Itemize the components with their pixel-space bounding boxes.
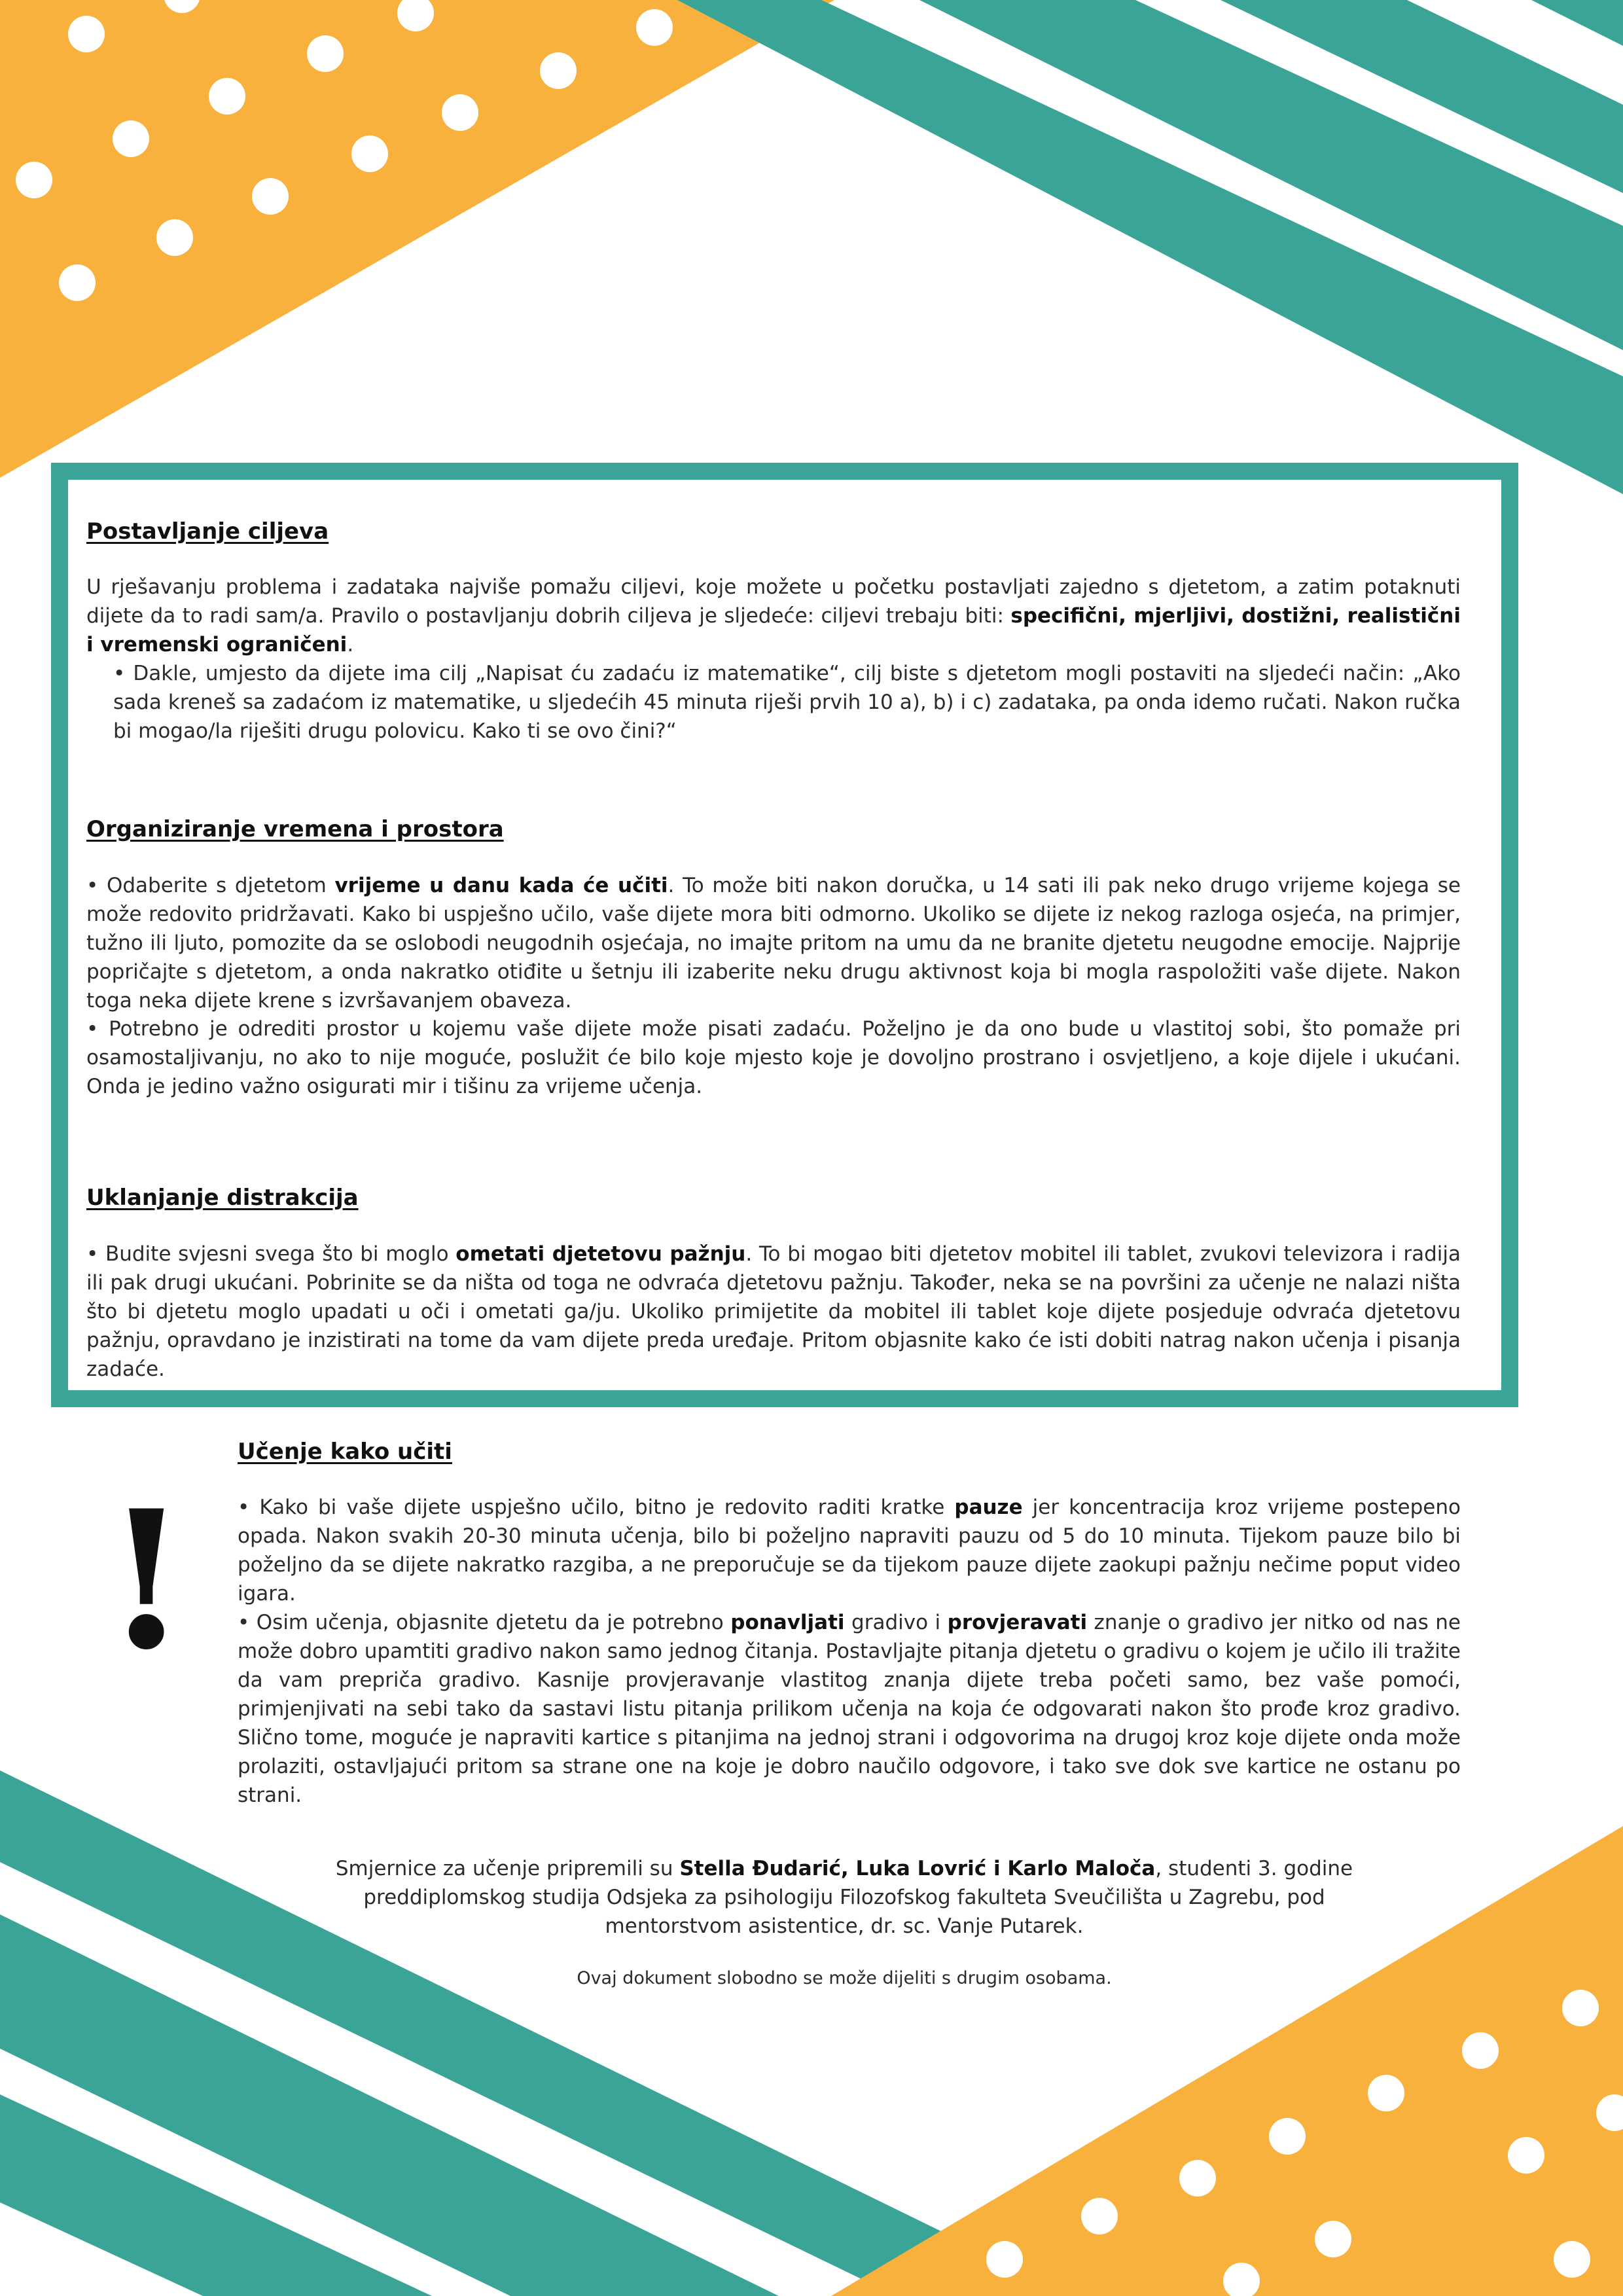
stripes-top <box>677 0 1623 494</box>
bold-run: provjeravati <box>947 1611 1088 1634</box>
dot <box>636 9 673 46</box>
credits <box>301 1854 1387 1941</box>
dot <box>209 78 245 115</box>
dot <box>252 178 289 215</box>
bold-run: ponavljati <box>730 1611 845 1634</box>
bold-run: vrijeme u danu kada će učiti <box>334 874 668 897</box>
dot <box>1462 2032 1499 2069</box>
dot <box>1508 2137 1544 2174</box>
bold-run: specifični, mjerljivi, dostižni, realistični i vremenski ograničeni <box>86 604 1461 656</box>
section-title-time-space: Organiziranje vremena i prostora <box>86 816 504 842</box>
dot <box>1562 1990 1599 2026</box>
authors: Stella Đudarić, Luka Lovrić i Karlo Maloča <box>679 1857 1156 1880</box>
sharing-note: Ovaj dokument slobodno se može dijeliti s drugim osobama. <box>577 1968 1112 1988</box>
dot <box>1368 2075 1404 2111</box>
dot <box>351 135 388 172</box>
bold-run: pauze <box>954 1496 1023 1519</box>
text-run: • Budite svjesni svega što bi moglo <box>86 1242 456 1266</box>
text-run: . To bi mogao biti djetetov mobitel ili tablet, zvukovi televizora i radija ili pak drugi ukućani. Pobrinite se da ništa od toga ne odvraća djetetovu pažnju. Također, neka se na površini za učenje ne nalazi ništa što bi djetetu moglo upadati u oči i ometati ga/ju. Ukoliko primijetite da mobitel ili tablet koje dijete posjeduje odvraća djetetovu pažnju, opravdano je inzistirati na tome da vam dijete preda uređaje. Pritom objasnite kako će isti dobiti natrag nakon učenja i pisanja zadaće. <box>86 1242 1461 1381</box>
stripe <box>1531 0 1623 46</box>
text-run: Smjernice za učenje pripremili su <box>335 1857 680 1880</box>
dot <box>68 16 105 52</box>
text-run: , studenti 3. godine preddiplomskog studija Odsjeka za psihologiju Filozofskog fakulteta Sveučilišta u Zagrebu, pod mentorstvom asistentice, dr. sc. Vanje Putarek. <box>363 1857 1353 1938</box>
text-run: • Odaberite s djetetom <box>86 874 335 897</box>
goals-paragraph <box>86 573 1461 659</box>
text-run: . To može biti nakon doručka, u 14 sati ili pak neko drugo vrijeme kojega se može redovito pridržavati. Kako bi uspješno učilo, vaše dijete mora biti odmorno. Ukoliko se dijete iz nekog razloga osjeća, na primjer, tužno ili ljuto, pomozite da se oslobodi neugodnih osjećaja, no imajte pritom na umu da ne branite djetetu neugodne emocije. Najprije popričajte s djetetom, a onda nakratko otiđite u šetnju ili izaberite neku drugu aktivnost koja bi mogla raspoložiti vaše dijete. Nakon toga neka dijete krene s izvršavanjem obaveza. <box>86 874 1461 1013</box>
text-run: jer koncentracija kroz vrijeme postepeno opada. Nakon svakih 20-30 minuta učenja, bilo bi poželjno napraviti pauzu od 5 do 10 minuta. Tijekom pauze bilo bi poželjno da se dijete nakratko razgiba, a ne preporučuje se da tijekom pauze dijete zaokupi pažnju nečime poput video igara. <box>238 1496 1461 1605</box>
dot <box>59 264 96 301</box>
distractions-paragraph <box>86 1240 1461 1384</box>
dot <box>307 35 344 72</box>
text-run: znanje o gradivo jer nitko od nas ne može dobro upamtiti gradivo nakon samo jednog čitanja. Postavljajte pitanja djetetu o gradivu o kojem je učilo ili tražite da vam prepriča gradivo. Kasnije provjeravanje vlastitog znanja dijete treba početi samo, bez vaše pomoći, primjenjivati na sebi tako da sastavi listu pitanja prilikom učenja na koja će odgovarati nakon što prođe kroz gradivo. Slično tome, moguće je napraviti kartice s pitanjima na jednoj strani i odgovorima na drugoj kroz koje dijete onda može prolaziti, ostavljajući pritom sa strane one na koje je dobro naučilo odgovore, i tako sve dok sve kartice ne ostanu po strani. <box>238 1611 1461 1807</box>
text-run: U rješavanju problema i zadataka najviše pomažu ciljevi, koje možete u početku postavljati zajedno s djetetom, a zatim potaknuti dijete da to radi sam/a. Pravilo o postavljanju dobrih ciljeva je sljedeće: ciljevi trebaju biti: <box>86 575 1461 628</box>
dot <box>1179 2160 1216 2197</box>
dot <box>540 52 577 89</box>
orange-triangle-top <box>0 0 834 478</box>
stripes-bottom <box>0 1770 1073 2296</box>
goals-bullet: • Dakle, umjesto da dijete ima cilj „Napisat ću zadaću iz matematike“, cilj biste s djetetom mogli postaviti na sljedeći način: „Ako sada kreneš sa zadaćom iz matematike, u sljedećih 45 minuta riješi prvih 10 a), b) i c) zadataka, pa onda idemo ručati. Nakon ručka bi mogao/la riješiti drugu polovicu. Kako ti se ovo čini?“ <box>113 662 1461 743</box>
review-paragraph <box>238 1608 1461 1810</box>
dot <box>113 120 149 157</box>
section-title-learning: Učenje kako učiti <box>238 1439 452 1465</box>
dot <box>986 2241 1023 2278</box>
exclamation-mark: ! <box>105 1469 188 1692</box>
dot <box>1269 2118 1306 2155</box>
pauses-paragraph <box>238 1493 1461 1608</box>
section-title-distractions: Uklanjanje distrakcija <box>86 1185 359 1211</box>
dot <box>1315 2221 1351 2257</box>
time-paragraph <box>86 871 1461 1015</box>
text-run: • Kako bi vaše dijete uspješno učilo, bitno je redovito raditi kratke <box>238 1496 955 1519</box>
dot <box>1554 2241 1590 2278</box>
bold-run: ometati djetetovu pažnju <box>455 1242 746 1266</box>
dot <box>442 94 478 131</box>
text-run: gradivo i <box>844 1611 948 1634</box>
dot <box>16 162 52 198</box>
dot <box>1081 2198 1118 2234</box>
space-paragraph: • Potrebno je odrediti prostor u kojemu vaše dijete može pisati zadaću. Poželjno je da ono bude u vlastitoj sobi, što pomaže pri osamostaljivanju, no ako to nije moguće, poslužit će bilo koje mjesto koje je dovoljno prostrano i osvjetljeno, a koje dijele i ukućani. Onda je jedino važno osigurati mir i tišinu za vrijeme učenja. <box>86 1017 1461 1098</box>
text-run: . <box>347 633 354 656</box>
text-run: • Osim učenja, objasnite djetetu da je potrebno <box>238 1611 731 1634</box>
dot <box>156 219 193 256</box>
section-title-goals: Postavljanje ciljeva <box>86 518 329 545</box>
